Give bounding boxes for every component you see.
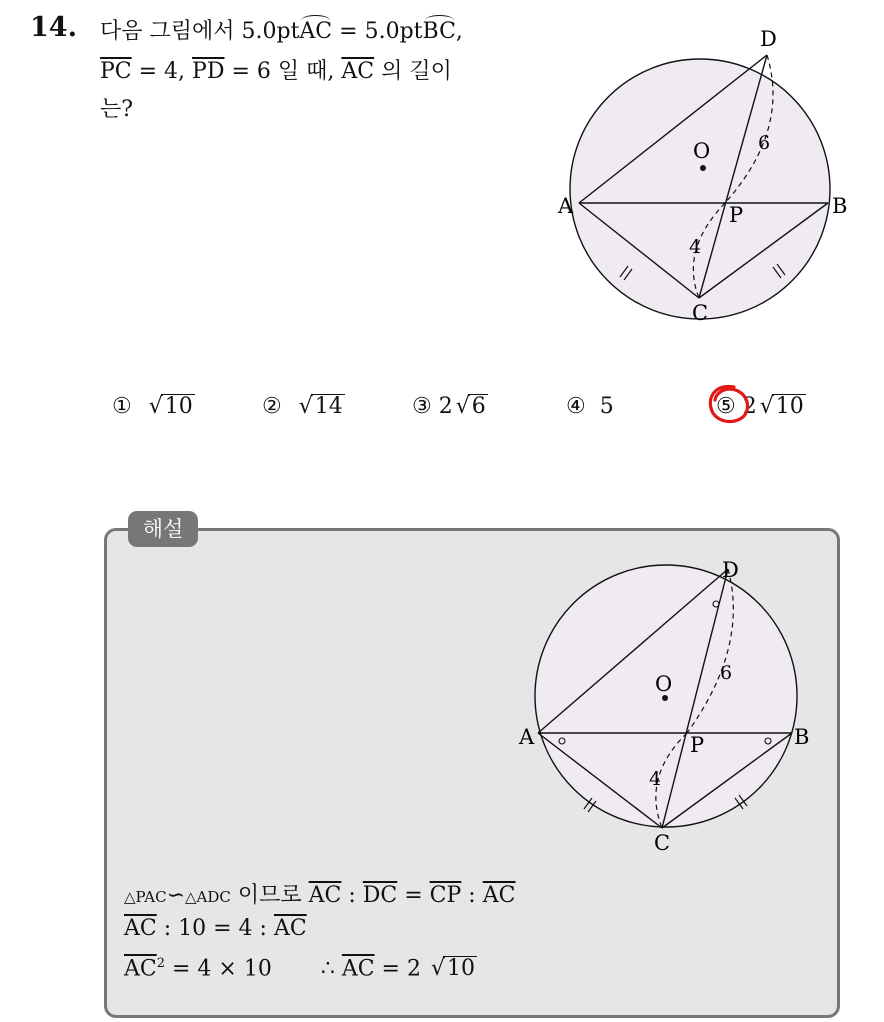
label-p: P — [729, 203, 744, 227]
answer-mark-circle — [704, 382, 754, 428]
segment-pd: $\overline{PD}$ — [192, 59, 225, 84]
label-d: D — [722, 558, 739, 582]
label-a: A — [558, 194, 574, 218]
choice-1[interactable]: ① √ 10 — [112, 394, 195, 419]
solution-figure — [514, 552, 844, 862]
label-b: B — [794, 725, 810, 749]
question-line-1: 다음 그림에서 5.0ptAC = 5.0ptBC, — [100, 19, 463, 44]
question-figure — [540, 20, 870, 330]
segment-pc: $\overline{PC}$ — [100, 59, 132, 84]
choice-4[interactable]: ④ 5 — [566, 394, 614, 419]
segment-ac: $\overline{AC}$ — [341, 59, 375, 84]
solution-line-3: $\overline{AC}^2 = 4 \times 10$ ∴ $\overline{AC} = 2$ √ 10 — [124, 956, 477, 981]
choice-5[interactable]: ⑤ 2 √ 10 — [716, 394, 806, 419]
choice-2[interactable]: ② √ 14 — [262, 394, 345, 419]
label-d: D — [760, 27, 777, 51]
question-line-2: $\overline{PC} = 4$, $\overline{PD} = 6$ 일 때, $\overline{AC}$ 의 길이 — [100, 59, 452, 84]
arc-bc: BC — [422, 19, 456, 44]
solution-tab: 해설 — [128, 511, 198, 547]
arc-ac: AC — [299, 19, 333, 44]
label-a: A — [519, 725, 535, 749]
label-o: O — [655, 672, 673, 696]
label-six: 6 — [758, 132, 771, 154]
label-b: B — [832, 194, 848, 218]
label-c: C — [654, 831, 671, 855]
question-line-3: 는? — [100, 97, 134, 122]
label-p: P — [690, 733, 705, 757]
choice-3[interactable]: ③ 2 √ 6 — [412, 394, 488, 419]
solution-line-1: △PAC∽△ADC 이므로 $\overline{AC}$ : $\overline{DC} = \overline{CP}$ : $\overline{AC}$ — [124, 883, 516, 908]
label-four: 4 — [649, 768, 662, 790]
label-six: 6 — [720, 662, 733, 684]
center-dot — [700, 165, 706, 171]
circle — [570, 59, 830, 319]
question-number: 14. — [30, 12, 77, 43]
label-c: C — [692, 301, 709, 325]
label-four: 4 — [689, 236, 702, 258]
label-o: O — [693, 139, 711, 163]
solution-line-2: $\overline{AC}$ : 10 = 4 : $\overline{AC}$ — [124, 916, 307, 941]
